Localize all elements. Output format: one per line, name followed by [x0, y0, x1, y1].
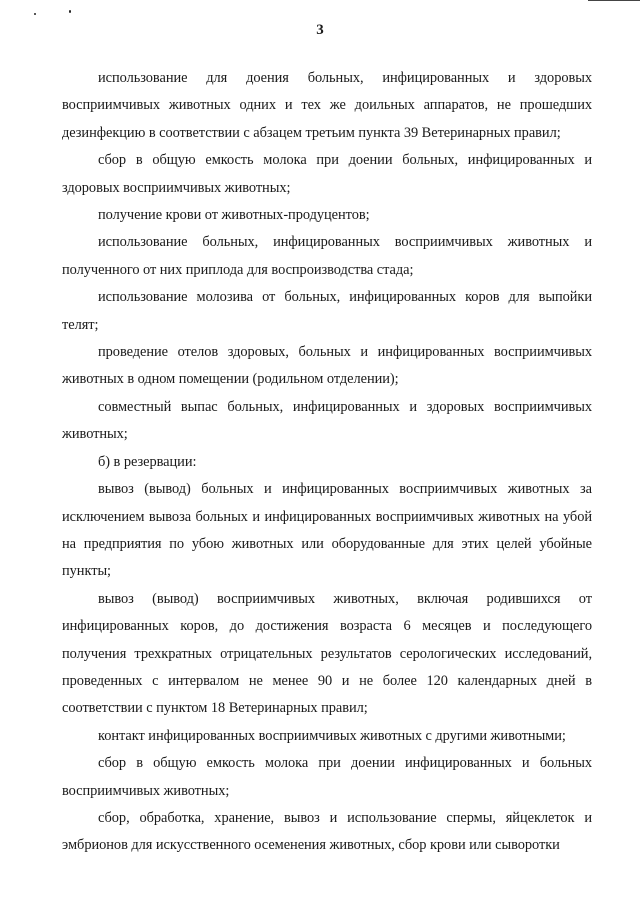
scan-speck — [69, 10, 71, 13]
paragraph: проведение отелов здоровых, больных и инфицированных восприимчивых животных в одном помещении (родильном отделении); — [62, 344, 592, 388]
document-body — [62, 65, 592, 860]
paragraph: вывоз (вывод) восприимчивых животных, включая родившихся от инфицированных коров, до достижения возраста 6 месяцев и последующего получения трехкратных отрицательных результатов серологических исследований, проведенных с интервалом не менее 90 и не более 120 календарных дней в соответствии с пунктом 18 Ветеринарных правил; — [62, 590, 592, 717]
paragraph: контакт инфицированных восприимчивых животных с другими животными; — [98, 727, 566, 744]
top-edge-rule — [588, 0, 640, 1]
paragraph: получение крови от животных-продуцентов; — [98, 207, 370, 224]
paragraph: использование для доения больных, инфицированных и здоровых восприимчивых животных одних и тех же доильных аппаратов, не прошедших дезинфекцию в соответствии с абзацем третьим пункта 39 Ветеринарных правил; — [62, 70, 592, 141]
paragraph: совместный выпас больных, инфицированных и здоровых восприимчивых животных; — [62, 398, 592, 443]
paragraph: использование молозива от больных, инфицированных коров для выпойки телят; — [62, 289, 592, 333]
scan-speck — [34, 13, 36, 15]
paragraph: вывоз (вывод) больных и инфицированных восприимчивых животных за исключением вывоза больных и инфицированных восприимчивых животных на убой на предприятия по убою животных или оборудованные для этих целей убойные пункты; — [62, 481, 592, 580]
paragraph: использование больных, инфицированных восприимчивых животных и полученного от них приплода для воспроизводства стада; — [62, 234, 592, 278]
subsection-heading: б) в резервации: — [98, 453, 197, 470]
page-number: 3 — [316, 22, 324, 38]
paragraph: сбор в общую емкость молока при доении больных, инфицированных и здоровых восприимчивых животных; — [62, 152, 592, 196]
paragraph: сбор в общую емкость молока при доении инфицированных и больных восприимчивых животных; — [62, 755, 592, 799]
paragraph: сбор, обработка, хранение, вывоз и использование спермы, яйцеклеток и эмбрионов для искусственного осеменения животных, сбор крови или сыворотки — [62, 809, 592, 854]
